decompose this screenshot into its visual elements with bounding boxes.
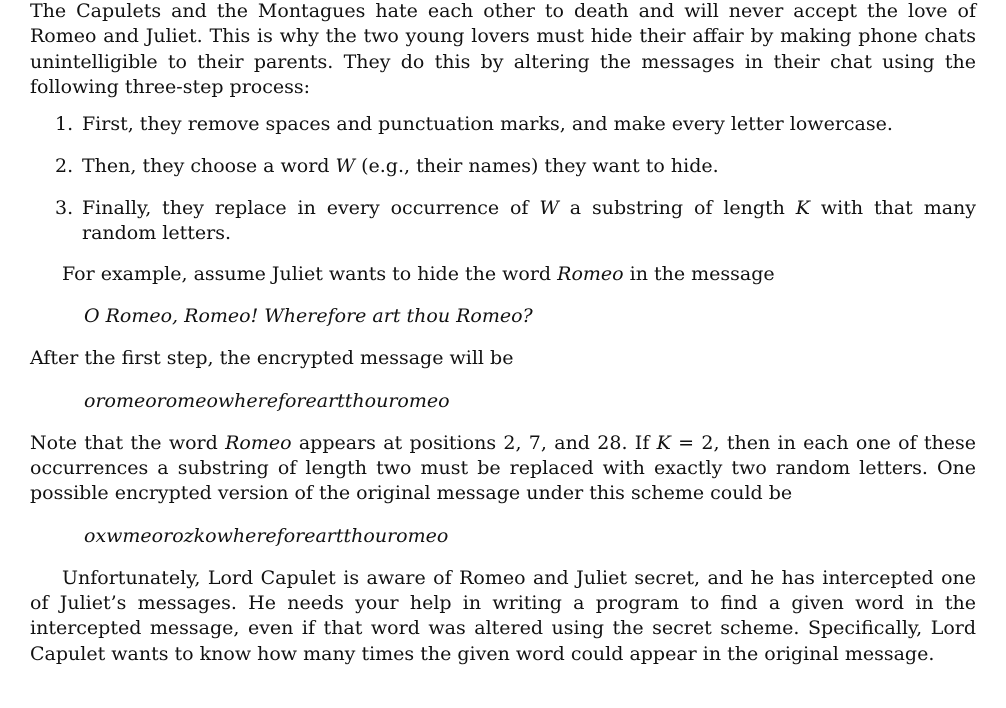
step-text: (e.g., their names) they want to hide.: [355, 155, 719, 178]
step-text: First, they remove spaces and punctuation marks, and make every letter lowercase.: [82, 113, 893, 136]
example-lead: [30, 262, 976, 287]
encrypted-message: oxwmeorozkowhereforeartthouromeo: [84, 524, 449, 547]
step-2: [30, 154, 976, 179]
example-lead-text: in the message: [623, 263, 775, 286]
note-text: appears at positions 2, 7, and 28. If: [291, 431, 657, 454]
step-3: [30, 196, 976, 246]
step-text: Finally, they replace in every occurrence of: [82, 197, 540, 220]
example-word: Romeo: [557, 263, 624, 286]
steps-list: [30, 112, 976, 246]
problem-statement: [30, 0, 976, 667]
stripped-message: oromeoromeowhereforeartthouromeo: [84, 389, 450, 412]
step-number: 1.: [55, 113, 74, 136]
step-number: 3.: [55, 197, 74, 220]
after-first-step: After the first step, the encrypted message will be: [30, 347, 514, 370]
step-text: Then, they choose a word: [82, 155, 336, 178]
closing-paragraph: Unfortunately, Lord Capulet is aware of Romeo and Juliet secret, and he has intercepted one of Juliet’s messages. He needs your help in writing a program to find a given word in the intercepted message, even if that word was altered using the secret scheme. Specifically, Lord Capulet wants to know how many times the given word could appear in the original message.: [30, 566, 976, 665]
step-number: 2.: [55, 155, 74, 178]
note-text: Note that the word: [30, 431, 226, 454]
note-word: Romeo: [225, 431, 292, 454]
intro-paragraph: The Capulets and the Montagues hate each other to death and will never accept the love of Romeo and Juliet. This is why the two young lovers must hide their affair by making phone chats unintelligible to their parents. They do this by altering the messages in their chat using the following three-step process:: [30, 0, 976, 98]
note-text: = 2, then in each one of these occurrences a substring of length two must be replaced with exactly two random letters. One possible encrypted version of the original message under this scheme could be: [30, 431, 977, 505]
step-text: with that many random letters.: [82, 197, 977, 245]
variable-w: W: [539, 197, 559, 220]
original-quote: O Romeo, Romeo! Wherefore art thou Romeo?: [84, 305, 533, 328]
step-text: a substring of length: [558, 197, 796, 220]
example-lead-text: For example, assume Juliet wants to hide the word: [62, 263, 558, 286]
variable-w: W: [335, 155, 356, 178]
variable-k: K: [656, 431, 671, 454]
note-paragraph: [30, 431, 976, 507]
step-1: [30, 112, 976, 137]
variable-k: K: [795, 197, 810, 220]
